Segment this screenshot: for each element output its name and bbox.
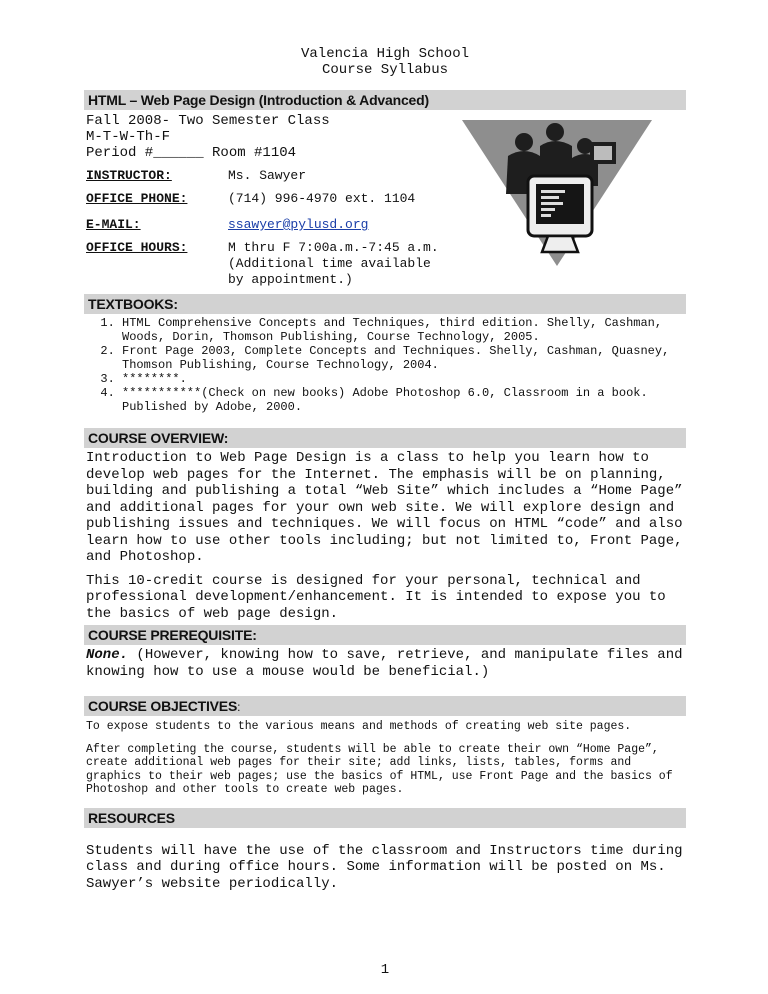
course-info — [84, 110, 686, 290]
resources-bar: RESOURCES — [84, 808, 686, 828]
instructor-label: INSTRUCTOR: — [86, 168, 172, 183]
objectives-paragraph-2: After completing the course, students will be able to create their own “Home Page”, create additional web pages for their site; add links, lists, tables, forms and graphics to their web pages; use the basics of HTML, use Front Page and the basics of Photoshop and other tools to create web pages. — [86, 742, 673, 796]
overview-paragraph-2: This 10-credit course is designed for your personal, technical and professional development/enhancement. It is intended to expose you to the basics of web page design. — [86, 572, 666, 622]
document-title: Course Syllabus — [321, 62, 449, 78]
objectives-colon: : — [237, 700, 241, 714]
prerequisite-bar: COURSE PREREQUISITE: — [84, 625, 686, 645]
overview-bar: COURSE OVERVIEW: — [84, 428, 686, 448]
objectives-title: COURSE OBJECTIVES — [88, 698, 238, 714]
clipart-people-computer-icon — [462, 116, 652, 276]
list-item: 4. ***********(Check on new books) Adobe Photoshop 6.0, Classroom in a book. Published by Adobe, 2000. — [122, 386, 686, 414]
course-title-bar: HTML – Web Page Design (Introduction & Advanced) — [84, 90, 686, 110]
term-line: Fall 2008- Two Semester Class — [86, 113, 330, 129]
hours-value-1: M thru F 7:00a.m.-7:45 a.m. — [228, 240, 439, 255]
document-header — [84, 46, 686, 78]
school-name: Valencia High School — [300, 46, 470, 62]
prerequisite-text — [84, 647, 686, 680]
page-number: 1 — [380, 962, 390, 978]
textbooks-bar: TEXTBOOKS: — [84, 294, 686, 314]
prerequisite-detail: (However, knowing how to save, retrieve, and manipulate files and knowing how to use a mouse would be beneficial.) — [86, 647, 683, 680]
list-item: 3. ********. — [122, 372, 686, 386]
days-line: M-T-W-Th-F — [86, 129, 171, 145]
email-link[interactable]: ssawyer@pylusd.org — [228, 217, 369, 232]
phone-label: OFFICE PHONE: — [86, 191, 188, 206]
hours-value-2: (Additional time available — [228, 256, 431, 271]
objectives-bar — [84, 696, 686, 716]
overview-paragraph-1: Introduction to Web Page Design is a class to help you learn how to develop web pages for the Internet. The emphasis will be on planning, building and publishing a total “Web Site” which includes a “Home Page” and additional pages for your own web site. We will explore design and publishing issues and techniques. We will focus on HTML “code” and also learn how to use other tools including; but not limited to, Front Page, and Photoshop. — [86, 450, 683, 565]
email-label: E-MAIL: — [86, 217, 141, 232]
document-page — [84, 0, 686, 978]
resources-paragraph: Students will have the use of the classroom and Instructors time during class and during office hours. Some information will be posted on Ms. Sawyer’s website periodically. — [86, 842, 683, 892]
phone-value: (714) 996-4970 ext. 1104 — [228, 191, 416, 206]
period-room-line: Period #______ Room #1104 — [86, 145, 297, 161]
prerequisite-none: None. — [86, 647, 129, 663]
hours-value-3: by appointment.) — [228, 272, 353, 287]
textbooks-list — [84, 316, 686, 414]
objectives-paragraph-1: To expose students to the various means and methods of creating web site pages. — [86, 720, 632, 733]
list-item: 1. HTML Comprehensive Concepts and Techniques, third edition. Shelly, Cashman, Woods, Dorin, Thomson Publishing, Course Technology, 2005. — [122, 316, 686, 344]
list-item: 2. Front Page 2003, Complete Concepts and Techniques. Shelly, Cashman, Quasney, Thomson Publishing, Course Technology, 2004. — [122, 344, 686, 372]
instructor-value: Ms. Sawyer — [228, 168, 307, 183]
hours-label: OFFICE HOURS: — [86, 240, 188, 255]
